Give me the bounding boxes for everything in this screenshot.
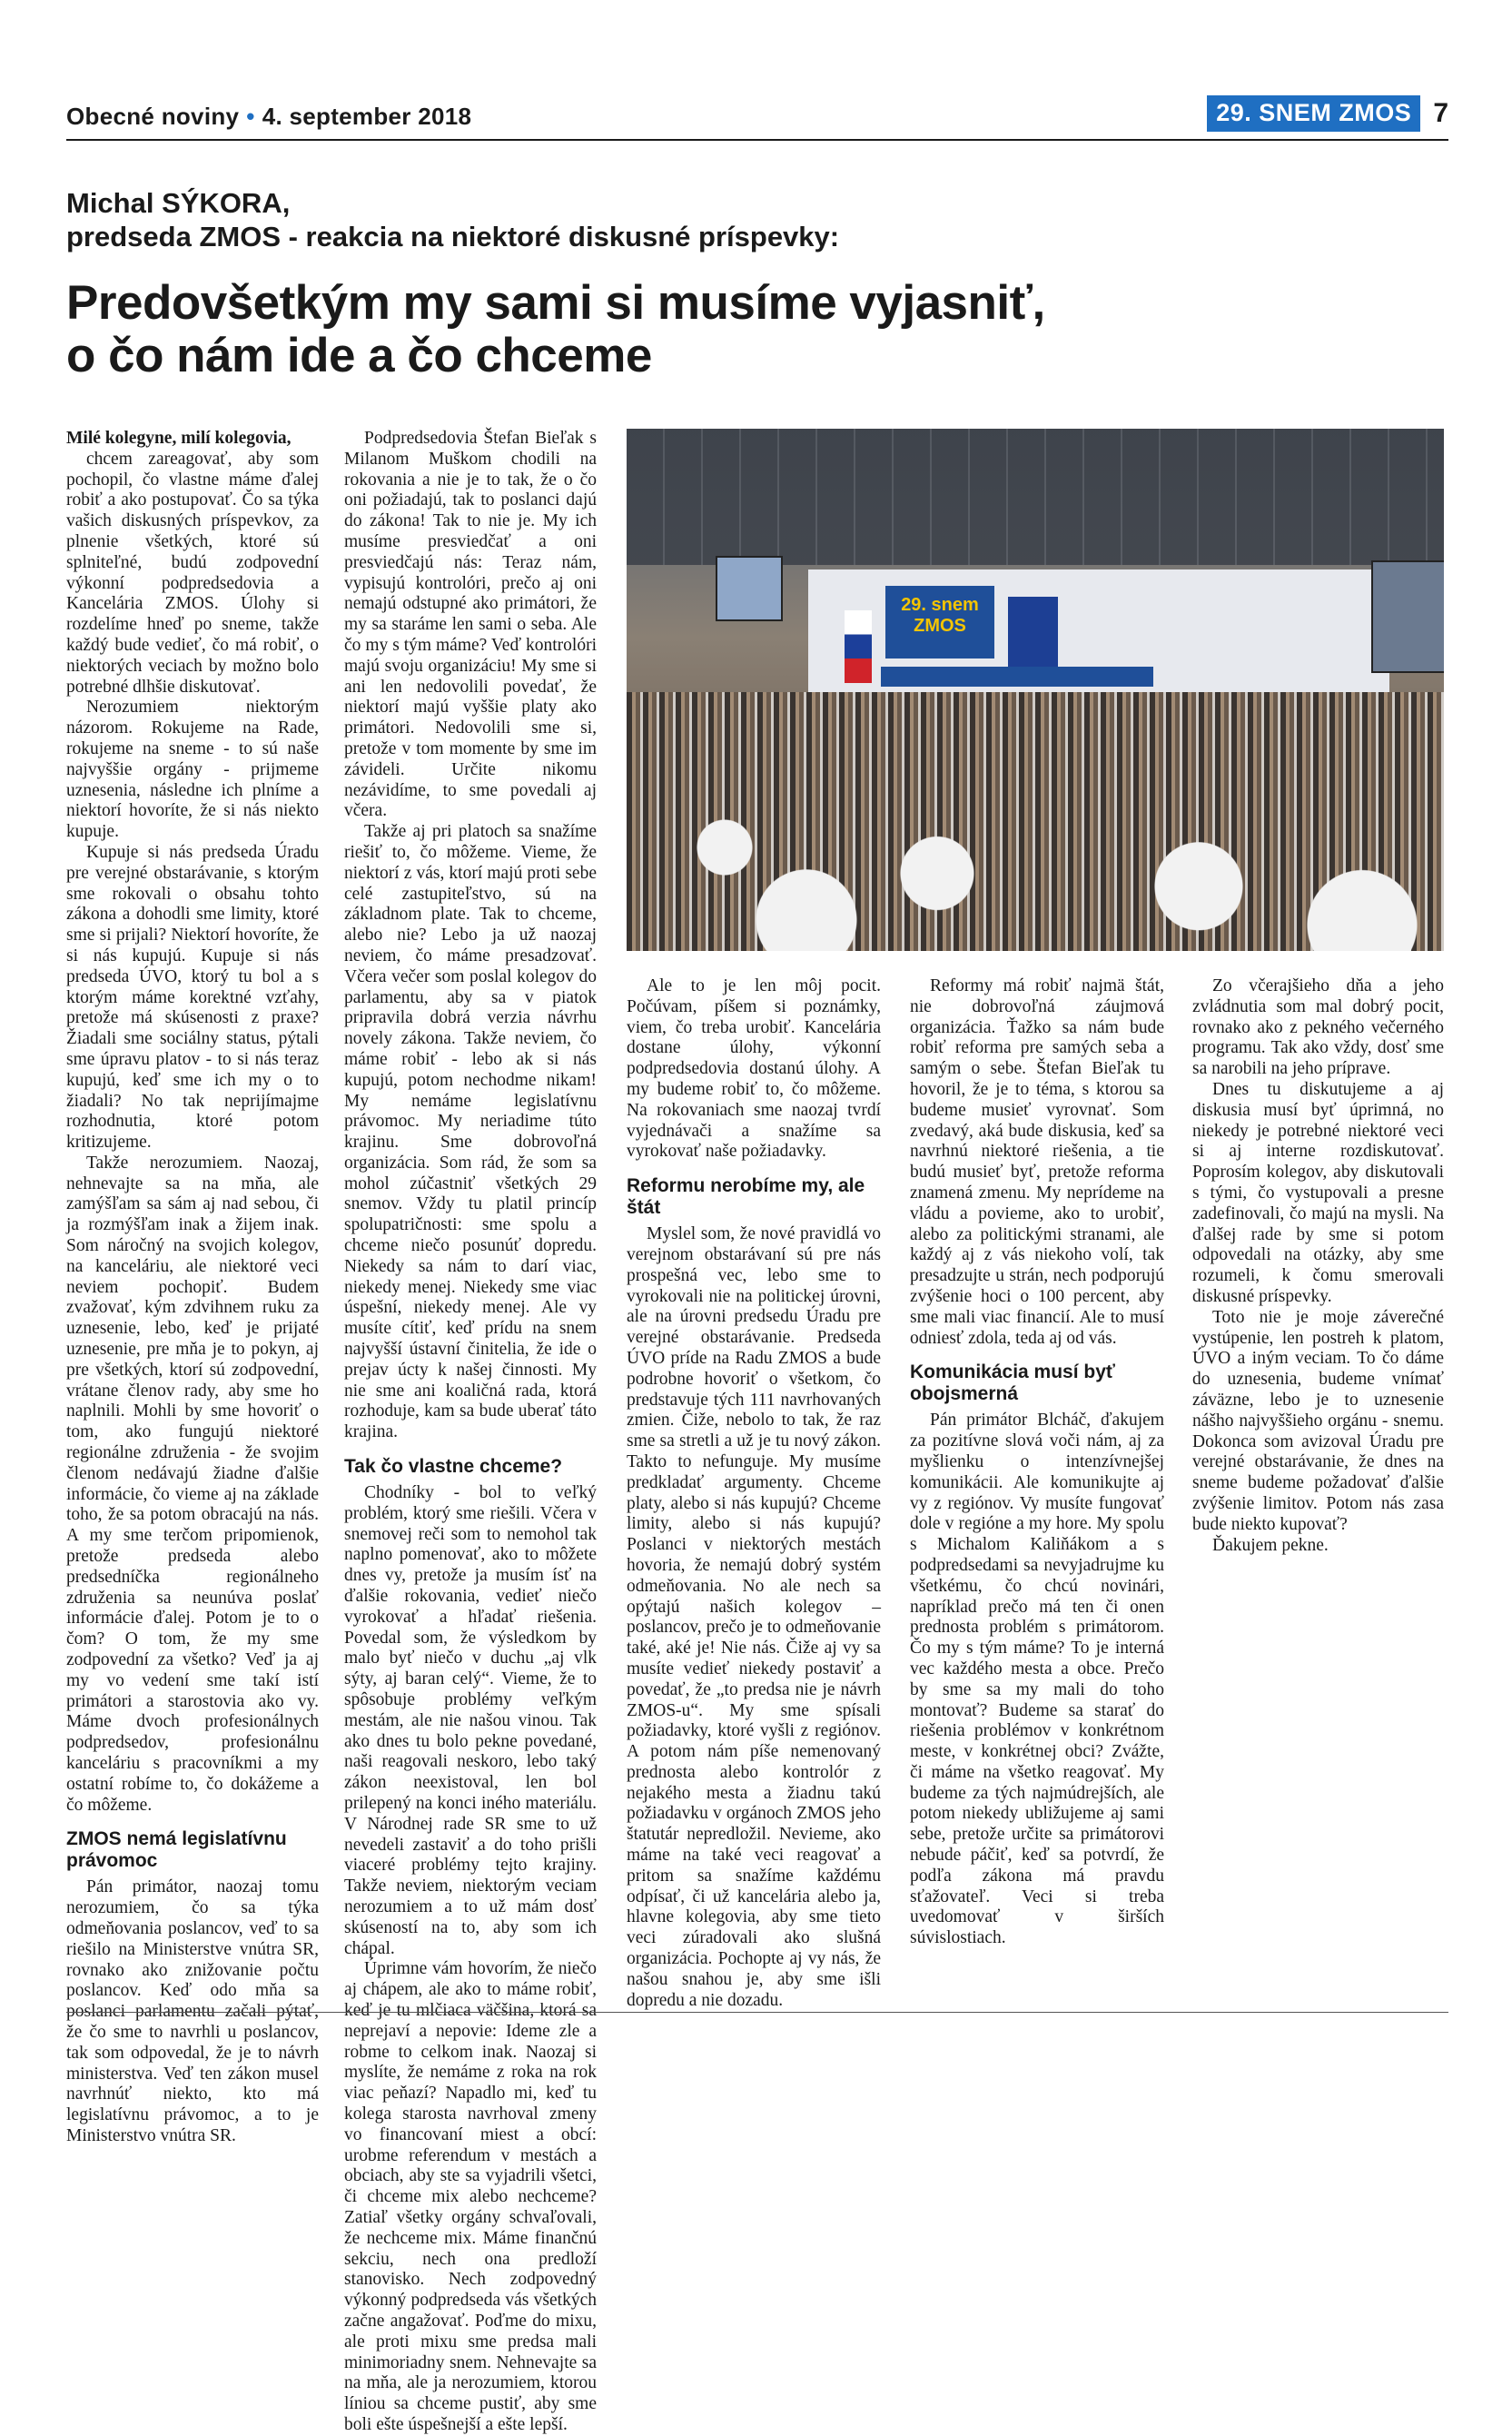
paragraph: Myslel som, že nové pravidlá vo verejnom obstarávaní sú pre nás prospešná vec, lebo sme to vyrokovali nie na politickej úrovni, ale na úrovni predsedu Úradu pre verejné obstarávanie. Predseda ÚVO príde na Radu ZMOS a bude podrobne hovoriť o všetkom, čo predstavuje tých 111 navrhovaných zmien. Čiže, nebolo to tak, že raz sme sa stretli a už je tu nový zákon. Takto to nefunguje. My musíme predkladať argumenty. Chceme platy, alebo si nás kupujú? Chceme limity, alebo si nás kupujú? Poslanci v niektorých mestách hovoria, že nemajú dobrý systém odmeňovania. No ale nech sa opýtajú našich kolegov – poslancov, prečo je to odmeňovanie také, aké je! Nie nás. Čiže aj vy sa musíte vedieť niekedy postaviť a povedať, že „to predsa nie je návrh ZMOS-u“. My sme spísali požiadavky, ktoré vyšli z regiónov. A potom nám píše nemenovaný prednosta alebo kontrolór z nejakého mesta a žiadnu takú požiadavku v orgánoch ZMOS jeho štatutár nepredložil. Nevieme, ako máme na také veci reagovať a pritom sa snažíme každému odpísať, či už kancelária alebo ja, hlavne kolegovia, aby sme tieto veci zúradovali ako slušná organizácia. Pochopte aj vy nás, že našou snahou je, aby sme išli dopredu a nie dozadu.: [627, 1224, 881, 2010]
publication-name: Obecné noviny: [66, 103, 240, 130]
greeting: Milé kolegyne, milí kolegovia,: [66, 429, 292, 448]
paragraph: Reformy má robiť najmä štát, nie dobrovoľná záujmová organizácia. Ťažko sa nám bude robiť reforma pre samých seba a samým o sebe. Štefan Bieľak tu hovoril, že je to téma, s ktorou sa budeme musieť vyrovnať. Som zvedavý, aká bude diskusia, keď sa navrhnú niektoré riešenia, a tie budú musieť byť, pretože reforma znamená zmenu. My neprídeme na vládu a povieme, ako to urobiť, alebo za politickými stranami, ale každý aj z vás niekoho volí, tak presadzujte u strán, nech podporujú zvýšenie hoci o 100 percent, aby sme mali viac financií. Ale to musí odniesť zdola, teda aj od vás.: [910, 976, 1164, 1348]
paragraph: Takže nerozumiem. Naozaj, nehnevajte sa na mňa, ale zamýšľam sa sám aj nad sebou, či ja rozmýšľam inak a žijem inak. Som náročný na svojich kolegov, na kanceláriu, ale niektoré veci neviem pochopiť. Budem zvažovať, kým zdvihnem ruku za uznesenie, lebo, keď je prijaté uznesenie, pre mňa je to pokyn, aj pre všetkých, ktorí sú zodpovední, vrátane členov rady, aby sme ho naplnili. Mohli by sme hovoriť o tom, ako fungujú niektoré regionálne združenia - že svojim členom nedávajú žiadne ďalšie informácie, čo vieme aj na základe toho, že sa potom obracajú na nás. A my sme terčom pripomienok, pretože predseda alebo predsedníčka regionálneho združenia sa neunúva poslať informácie ďalej. Potom je to o čom? O tom, že my sme zodpovední za všetko? Veď ja aj my vo vedení sme takí istí primátori a starostovia ako vy. Máme dvoch profesionálnych podpredsedov, profesionálnu kanceláriu s pracovníkmi a my ostatní robíme to, čo dokážeme a čo môžeme.: [66, 1153, 319, 1815]
author-role: predseda ZMOS - reakcia na niektoré diskusné príspevky:: [66, 221, 840, 253]
header-separator: •: [246, 103, 255, 130]
headline-line-1: Predovšetkým my sami si musíme vyjasniť,: [66, 276, 1045, 330]
conference-photo: [627, 429, 1444, 951]
section-header: [1207, 95, 1448, 132]
paragraph: Nerozumiem niektorým názorom. Rokujeme na Rade, rokujeme na sneme - to sú naše najvyššie orgány - prijmeme uznesenia, následne ich plníme a niektorí hovoríte, že si nás niekto kupuje.: [66, 698, 319, 842]
closing: Ďakujem pekne.: [1212, 1535, 1329, 1555]
issue-date: 4. september 2018: [262, 103, 472, 130]
photo-ceiling: [627, 429, 1444, 565]
photo-screen-left: [716, 556, 783, 621]
paragraph: Dnes tu diskutujeme a aj diskusia musí byť úprimná, no niekedy je potrebné niektoré veci si aj interne rozdiskutovať. Poprosím kolegov, aby diskutovali s tými, čo vystupovali a presne zadefinovali, čo majú na mysli. Na ďalšej rade by sme si potom odpovedali na otázky, aby sme rozumeli, k čomu smerovali diskusné príspevky.: [1192, 1079, 1444, 1306]
paragraph: Toto nie je moje záverečné vystúpenie, len postreh k platom, ÚVO a iným veciam. To čo dáme do uznesenia, budeme vnímať záväzne, lebo je to uznesenie nášho najvyššieho orgánu - snemu. Dokonca som avizoval Úradu pre verejné obstarávanie, že dnes na sneme budeme požadovať ďalšie zvýšenie limitov. Potom nás zasa bude niekto kupovať?: [1192, 1307, 1444, 1534]
paragraph: chcem zareagovať, aby som pochopil, čo vlastne máme ďalej robiť a ako postupovať. Čo sa týka vašich diskusných príspevkov, za plnenie všetkých, ktoré sú splniteľné, budú zodpovední výkonní podpredsedovia a Kancelária ZMOS. Úlohy si rozdelíme hneď po sneme, takže každý bude vedieť, čo má robiť, o niektorých veciach by možno bolo potrebné dlhšie diskutovať.: [66, 449, 319, 697]
column-5: [1192, 976, 1444, 1556]
photo-audience: [627, 692, 1444, 951]
subheading: Tak čo vlastne chceme?: [344, 1456, 563, 1478]
footer-divider: [66, 2012, 1448, 2013]
column-3: [627, 976, 881, 2011]
article-author: [66, 186, 839, 253]
column-1: [66, 429, 319, 2147]
paragraph: Zo včerajšieho dňa a jeho zvládnutia som mal dobrý pocit, rovnako ako z pekného večerného programu. Tak ako vždy, dosť sme sa narobili na jeho príprave.: [1192, 976, 1444, 1079]
paragraph: Chodníky - bol to veľký problém, ktorý sme riešili. Včera v snemovej reči som to nemohol tak naplno pomenovať, ako to môžete dnes vy, pretože ja musím ísť na ďalšie rokovania, vedieť niečo vyrokovať a hľadať riešenia. Povedal som, že výsledkom by malo byť niečo v duchu „aj vlk sýty, aj baran celý“. Vieme, že to spôsobuje problémy veľkým mestám, ale nie našou vinou. Tak ako dnes tu bolo pekne povedané, naši reagovali neskoro, lebo taký zákon neexistoval, len bol prilepený na konci iného materiálu. V Národnej rade SR sme to už nevedeli zastaviť a do toho prišli viaceré problémy tejto krajiny. Takže neviem, niektorým veciam nerozumiem a to už mám dosť skúseností na to, aby som ich chápal.: [344, 1483, 597, 1958]
paragraph: Takže aj pri platoch sa snažíme riešiť to, čo môžeme. Vieme, že niektorí z vás, ktorí majú proti sebe celé zastupiteľstvo, sú na základnom plate. Tak to chceme, alebo nie? Lebo ja už naozaj neviem, čo máme presadzovať. Včera večer som poslal kolegov do parlamentu, aby sa v piatok pripravila dobrá verzia návrhu novely zákona. Takže neviem, čo máme robiť - lebo ak si nás kupujú, potom nechodme nikam! My nemáme legislatívnu právomoc. My neriadime túto krajinu. Sme dobrovoľná organizácia. Som rád, že som sa mohol zúčastniť všetkých 29 snemov. Vždy tu platil princíp spolupatričnosti: sme spolu a chceme niečo posunúť dopredu. Niekedy sa nám to darí viac, niekedy menej. Niekedy sme viac úspešní, niekedy menej. Ale vy musíte cítiť, keď prídu na snem najvyšší ústavní činitelia, že ide o prejav úcty k našej činnosti. My nie sme ani koaličná rada, ktorá rozhoduje, kam sa bude uberať táto krajina.: [344, 822, 597, 1442]
page-number: 7: [1433, 98, 1448, 128]
running-header: [66, 103, 471, 131]
section-label: 29. SNEM ZMOS: [1207, 95, 1420, 132]
paragraph: Pán primátor Blcháč, ďakujem za pozitívne slová voči nám, aj za myšlienku o intenzívnejšej komunikácii. Ale komunikujte aj vy z regiónov. Vy musíte fungovať dole v regióne a my hore. My spolu s Michalom Kaliňákom a s podpredsedami sa nevyjadrujme ku všetkému, čo chcú novinári, napríklad prečo má ten či onen prednosta problém s primátorom. Čo my s tým máme? To je interná vec každého mesta a obce. Prečo by sme sa my mali do toho montovať? Budeme sa starať do riešenia problémov v konkrétnom meste, v konkrétnej obci? Zvážte, či máme na všetko reagovať. My budeme za tých najmúdrejších, ale potom niekedy ubližujeme aj sami sebe, pretože určite sa primátorovi nebude páčiť, keď sa potvrdí, že podľa zákona má pravdu sťažovateľ. Veci si treba uvedomovať v širších súvislostiach.: [910, 1411, 1164, 1948]
photo-presidium-table: [881, 667, 1153, 687]
paragraph: Kupuje si nás predseda Úradu pre verejné obstarávanie, s ktorým sme rokovali o obsahu tohto zákona a dohodli sme limity, ktoré sme si prijali? Niektorí hovoríte, že si nás kupujú. Kupuje si nás predseda ÚVO, ktorý tu bol a s ktorým máme korektné vzťahy, pretože má skúsenosti z praxe? Žiadali sme sociálny status, pýtali sme úpravu platov - to si nás teraz kupujú, keď sme ich my o to žiadali? No tak neprijímajme rozhodnutia, ktoré potom kritizujeme.: [66, 842, 319, 1153]
paragraph: Úprimne vám hovorím, že niečo aj chápem, ale ako to máme robiť, keď je tu mlčiaca väčšina, ktorá sa neprejaví a nepovie: Ideme zle a robme to celkom inak. Naozaj si myslíte, že nemáme z roka na rok viac peňazí? Napadlo mi, keď tu kolega starosta navrhoval zmeny vo financovaní miest a obcí: urobme referendum v mestách a obciach, aby ste sa vyjadrili všetci, či chceme mix alebo nechceme? Zatiaľ všetky orgány schvaľovali, že nechceme mix. Máme finančnú sekciu, nech ona predloží stanovisko. Nech zodpovedný výkonný podpredseda vás všetkých začne angažovať. Poďme do mixu, ale proti mixu sme predsa mali minimoriadny snem. Nehnevajte sa na mňa, ale ja nerozumiem, ktorou líniou sa chceme pustiť, aby sme boli ešte úspešnejší a ešte lepší.: [344, 1959, 597, 2434]
header-divider: [66, 139, 1448, 141]
slovak-flag-icon: [845, 610, 872, 683]
eu-flag-icon: [1008, 597, 1058, 669]
photo-banner: 29. snem ZMOS: [885, 586, 994, 659]
headline-line-2: o čo nám ide a čo chceme: [66, 329, 652, 382]
paragraph: Ale to je len môj pocit. Počúvam, píšem si poznámky, viem, čo treba urobiť. Kancelária dostane úlohy, výkonní podpredsedovia dostanú úlohy. A my budeme robiť to, čo môžeme. Na rokovaniach sme naozaj tvrdí vyjednávači a snažíme sa vyrokovať naše požiadavky.: [627, 976, 881, 1162]
column-4: [910, 976, 1164, 1949]
paragraph: Pán primátor, naozaj tomu nerozumiem, čo sa týka odmeňovania poslancov, veď to sa riešilo na Ministerstve vnútra SR, rovnako ako znižovanie počtu poslancov. Keď odo mňa sa poslanci parlamentu začali pýtať, že čo sme to navrhli u poslancov, tak som odpovedal, že je to návrh ministerstva. Veď ten zákon musel navrhnúť niekto, kto má legislatívnu právomoc, a to je Ministerstvo vnútra SR.: [66, 1877, 319, 2145]
photo-screen-right: [1371, 560, 1444, 673]
subheading: Reformu nerobíme my, ale štát: [627, 1175, 865, 1219]
article-headline: [66, 277, 1428, 382]
author-name: Michal SÝKORA,: [66, 187, 291, 219]
paragraph: Podpredsedovia Štefan Bieľak s Milanom Muškom chodili na rokovania a nie je to tak, že o čo oni požiadajú, tak to poslanci dajú do zákona! Tak to nie je. My ich musíme presviedčať a oni presviedčajú nás: Teraz nám, vypisujú kontrolóri, prečo aj oni nemajú odstupné ako primátori, že my sa staráme len sami o seba. Ale čo my s tým máme? Veď kontrolóri majú svoju organizáciu! My sme si ani len nedovolili povedať, že niektorí majú vyššie platy ako primátori. Nedovolili sme si, pretože v tom momente by sme im závideli. Určite nikomu nezávidíme, to sme povedali aj včera.: [344, 429, 597, 821]
subheading: Komunikácia musí byť obojsmerná: [910, 1362, 1115, 1405]
column-2: [344, 429, 597, 2436]
subheading: ZMOS nemá legislatívnu právomoc: [66, 1828, 287, 1872]
